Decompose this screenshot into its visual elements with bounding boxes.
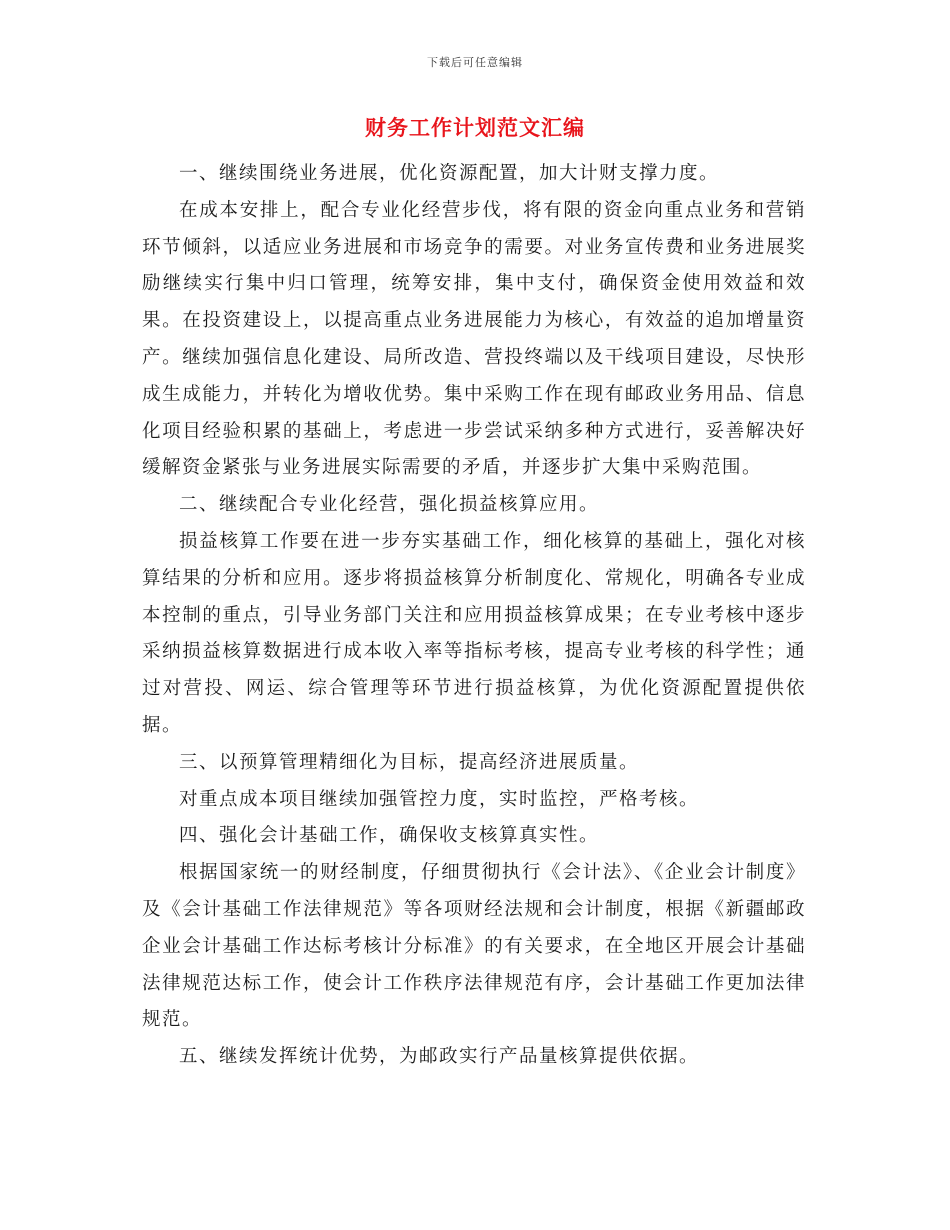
section-heading-5: 五、继续发挥统计优势，为邮政实行产品量核算提供依据。 [179,1046,700,1068]
header-note: 下载后可任意编辑 [427,56,523,69]
document-body [142,156,806,1076]
section-body-2: 损益核算工作要在进一步夯实基础工作，细化核算的基础上，强化对核算结果的分析和应用。逐步将损益核算分析制度化、常规化，明确各专业成本控制的重点，引导业务部门关注和应用损益核算成果；在专业考核中逐步采纳损益核算数据进行成本收入率等指标考核，提高专业考核的科学性；通过对营投、网运、综合管理等环节进行损益核算，为优化资源配置提供依据。 [142,530,806,736]
section-heading-2: 二、继续配合专业化经营，强化损益核算应用。 [179,494,600,516]
section-heading-1: 一、继续围绕业务进展，优化资源配置，加大计财支撑力度。 [179,163,720,184]
section-body-4: 根据国家统一的财经制度，仔细贯彻执行《会计法》、《企业会计制度》及《会计基础工作法律规范》等各项财经法规和会计制度，根据《新疆邮政企业会计基础工作达标考核计分标准》的有关要求，在全地区开展会计基础法律规范达标工作，使会计工作秩序法律规范有序，会计基础工作更加法律规范。 [142,862,806,1031]
document-title: 财务工作计划范文汇编 [365,115,585,140]
section-heading-3: 三、以预算管理精细化为目标，提高经济进展质量。 [179,751,640,773]
section-body-3: 对重点成本项目继续加强管控力度，实时监控，严格考核。 [179,788,700,810]
section-heading-4: 四、强化会计基础工作，确保收支核算真实性。 [179,825,600,847]
section-body-1: 在成本安排上，配合专业化经营步伐，将有限的资金向重点业务和营销环节倾斜，以适应业务进展和市场竞争的需要。对业务宣传费和业务进展奖励继续实行集中归口管理，统筹安排，集中支付，确保资金使用效益和效果。在投资建设上，以提高重点业务进展能力为核心，有效益的追加增量资产。继续加强信息化建设、局所改造、营投终端以及干线项目建设，尽快形成生成能力，并转化为增收优势。集中采购工作在现有邮政业务用品、信息化项目经验积累的基础上，考虑进一步尝试采纳多种方式进行，妥善解决好缓解资金紧张与业务进展实际需要的矛盾，并逐步扩大集中采购范围。 [142,199,806,479]
